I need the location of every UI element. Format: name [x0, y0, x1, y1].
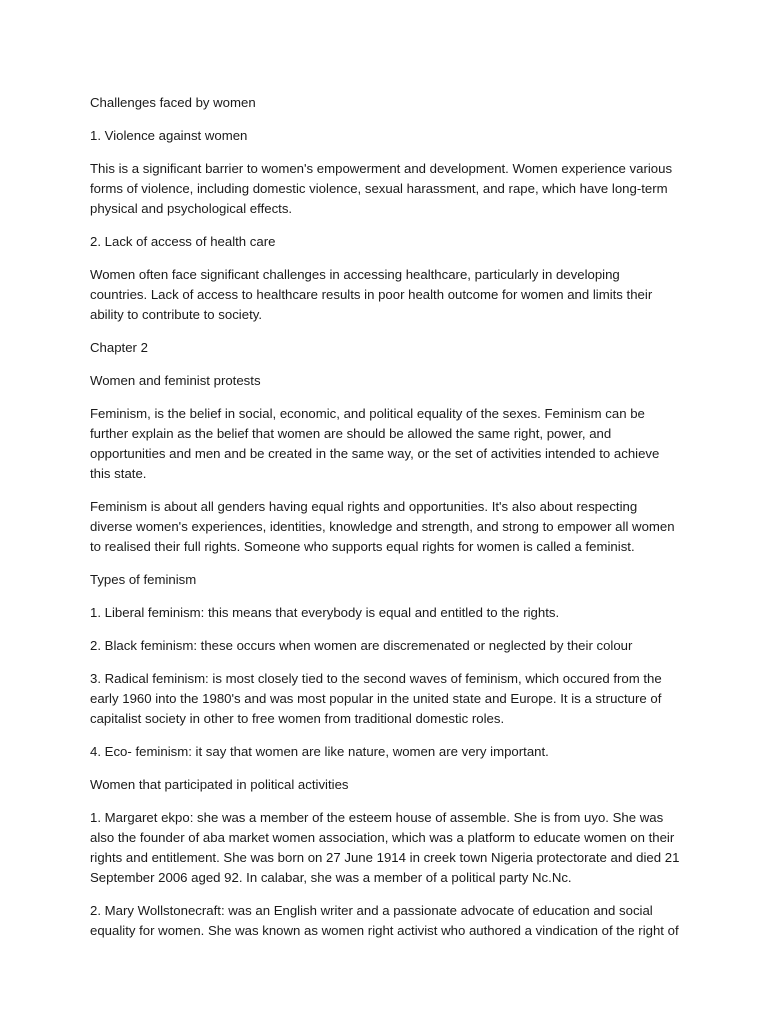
paragraph-feminism-rights: Feminism is about all genders having equal rights and opportunities. It's also about respecting diverse women's experiences, identities, knowledge and strength, and strong to empower all women to realised their full rights. Someone who supports equal rights for women is called a feminist.	[90, 499, 675, 554]
paragraph-violence: This is a significant barrier to women's empowerment and development. Women experience various forms of violence, including domestic violence, sexual harassment, and rape, which have long-term physical and psychological effects.	[90, 161, 673, 216]
document-body	[90, 93, 680, 954]
list-item-black-feminism: 2. Black feminism: these occurs when women are discremenated or neglected by their colour	[90, 638, 633, 653]
section-heading-violence: 1. Violence against women	[90, 128, 248, 143]
section-heading-types: Types of feminism	[90, 572, 197, 587]
section-heading-political-women: Women that participated in political activities	[90, 777, 349, 792]
list-item-radical-feminism: 3. Radical feminism: is most closely tied to the second waves of feminism, which occured from the early 1960 into the 1980's and was most popular in the united state and Europe. It is a structure of capitalist society in other to free women from traditional domestic roles.	[90, 671, 662, 726]
list-item-liberal-feminism: 1. Liberal feminism: this means that everybody is equal and entitled to the rights.	[90, 605, 560, 620]
list-item-eco-feminism: 4. Eco- feminism: it say that women are like nature, women are very important.	[90, 744, 549, 759]
document-title: Challenges faced by women	[90, 95, 256, 110]
section-heading-health-care: 2. Lack of access of health care	[90, 234, 276, 249]
paragraph-feminism-definition: Feminism, is the belief in social, economic, and political equality of the sexes. Feminism can be further explain as the belief that women are should be allowed the same right, power, and opportunities and men and be created in the same way, or the set of activities intended to achieve this state.	[90, 406, 660, 481]
list-item-margaret-ekpo: 1. Margaret ekpo: she was a member of the esteem house of assemble. She is from uyo. She was also the founder of aba market women association, which was a platform to educate women on their rights and entitlement. She was born on 27 June 1914 in creek town Nigeria protectorate and died 21 September 2006 aged 92. In calabar, she was a member of a political party Nc.Nc.	[90, 810, 680, 885]
list-item-mary-wollstonecraft: 2. Mary Wollstonecraft: was an English writer and a passionate advocate of education and social equality for women. She was known as women right activist who authored a vindication of the right of	[90, 903, 679, 938]
chapter-heading: Chapter 2	[90, 340, 148, 355]
chapter-title: Women and feminist protests	[90, 373, 261, 388]
paragraph-health-care: Women often face significant challenges in accessing healthcare, particularly in developing countries. Lack of access to healthcare results in poor health outcome for women and limits their ability to contribute to society.	[90, 267, 653, 322]
